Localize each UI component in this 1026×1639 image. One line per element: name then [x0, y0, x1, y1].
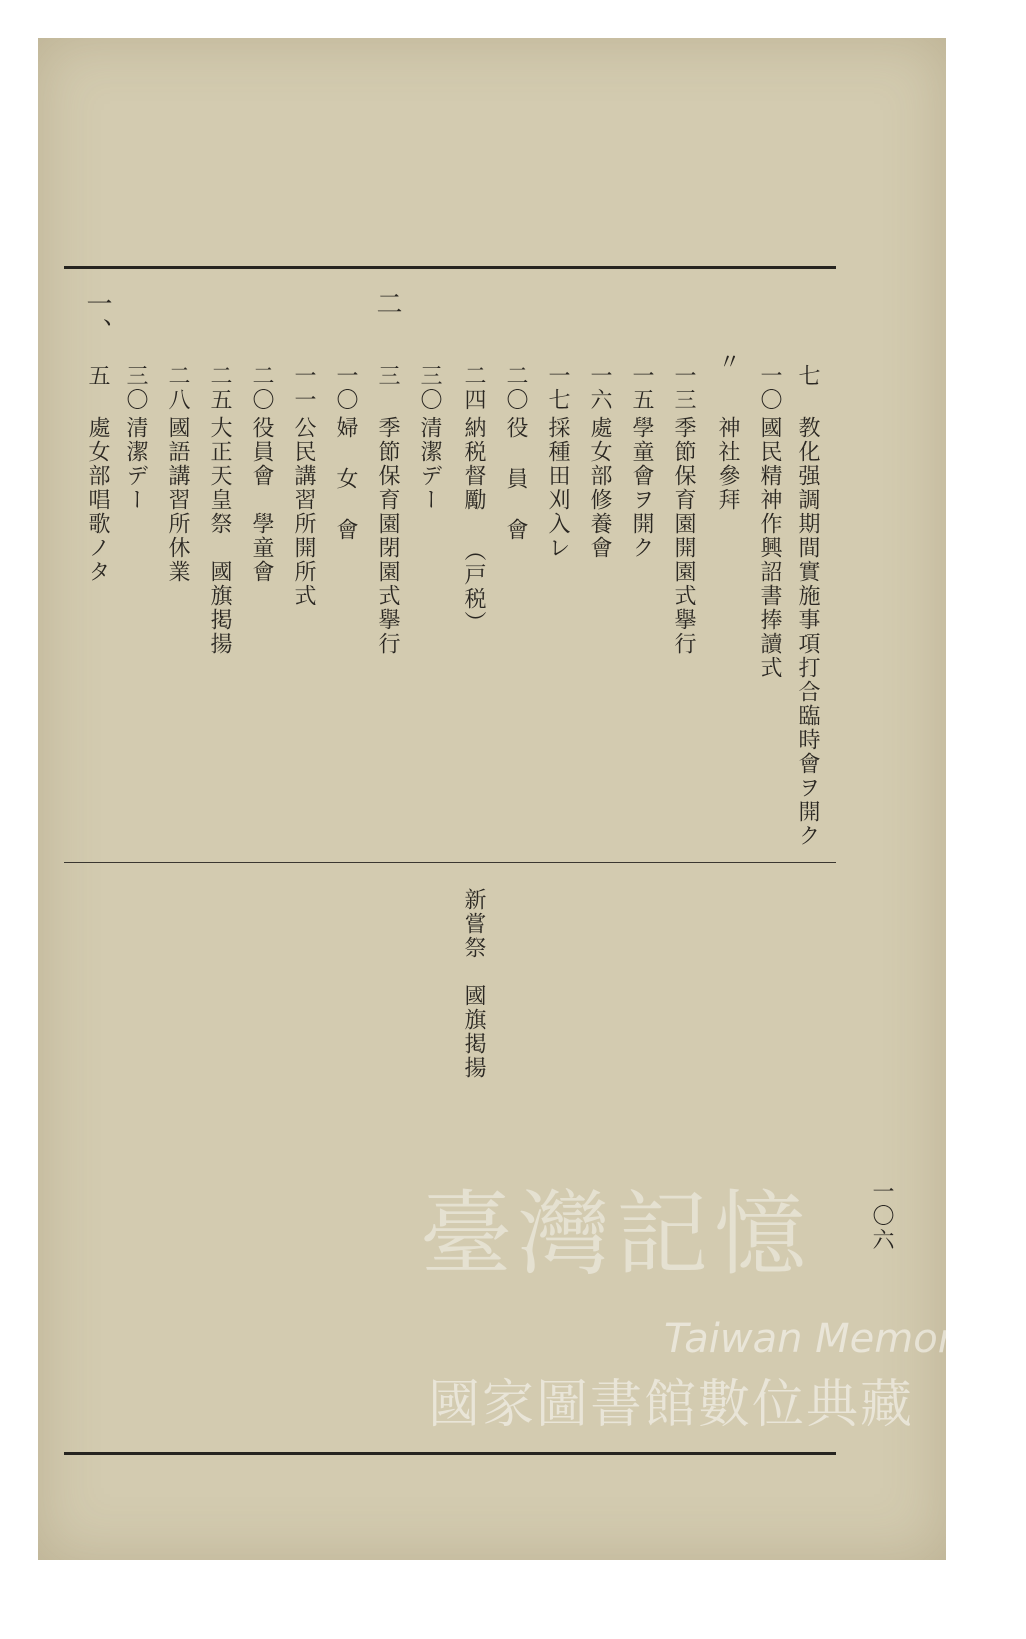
row-event: 季節保育園開園式擧行: [671, 416, 696, 656]
top-rule: [64, 266, 836, 269]
row-event: 神社參拜: [715, 416, 740, 512]
row-date: 一五: [629, 364, 654, 412]
row-date: 三〇: [123, 364, 148, 412]
row-event: 清潔デー: [417, 416, 442, 512]
row-date: 一七: [545, 364, 570, 412]
row-date: 一三: [671, 364, 696, 412]
row-event: 處女部唱歌ノタ: [85, 416, 110, 584]
row-date: 二〇: [503, 364, 528, 412]
watermark-logo: 臺灣記憶: [420, 1181, 813, 1288]
row-date: 七: [795, 364, 820, 388]
row-date: 一一: [291, 364, 316, 412]
row-event: 採種田刈入レ: [545, 416, 570, 560]
row-event: 國語講習所休業: [165, 416, 190, 584]
row-date: 三〇: [417, 364, 442, 412]
row-event: 教化强調期間實施事項打合臨時會ヲ開ク: [795, 416, 820, 848]
row-event: 役員會 學童會: [249, 416, 274, 584]
bottom-rule: [64, 1452, 836, 1455]
row-event: 大正天皇祭 國旗掲揚: [207, 416, 232, 656]
row-event: 季節保育園閉園式擧行: [375, 416, 400, 656]
row-date: 二五: [207, 364, 232, 412]
row-event: 公民講習所開所式: [291, 416, 316, 608]
month-header-twelve: 二: [372, 290, 402, 318]
row-event: 役 員 會: [503, 416, 528, 542]
row-date: 三: [375, 364, 400, 388]
row-event: 國民精神作興詔書捧讀式: [757, 416, 782, 680]
row-date: 二四: [461, 364, 486, 412]
row-date: 五: [85, 364, 110, 388]
row-date: 二〇: [249, 364, 274, 412]
row-event: 處女部修養會: [587, 416, 612, 560]
row-event: 婦 女 會: [333, 416, 358, 542]
page-number: 一〇六: [869, 1180, 894, 1252]
row-date: 一〇: [757, 364, 782, 412]
row-date: 一〇: [333, 364, 358, 412]
watermark-chinese: 國家圖書館數位典藏: [428, 1375, 915, 1435]
row-event: 納税督勵 （戸税）: [461, 416, 486, 635]
row-date: 二八: [165, 364, 190, 412]
month-header-one: 一、: [82, 290, 112, 346]
row-date: 〃: [715, 350, 740, 374]
watermark-english: Taiwan Memory: [664, 1316, 978, 1362]
middle-rule: [64, 862, 836, 863]
row-event: 清潔デー: [123, 416, 148, 512]
row-event: 學童會ヲ開ク: [629, 416, 654, 560]
lower-note: 新嘗祭 國旗掲揚: [461, 888, 486, 1080]
row-date: 一六: [587, 364, 612, 412]
